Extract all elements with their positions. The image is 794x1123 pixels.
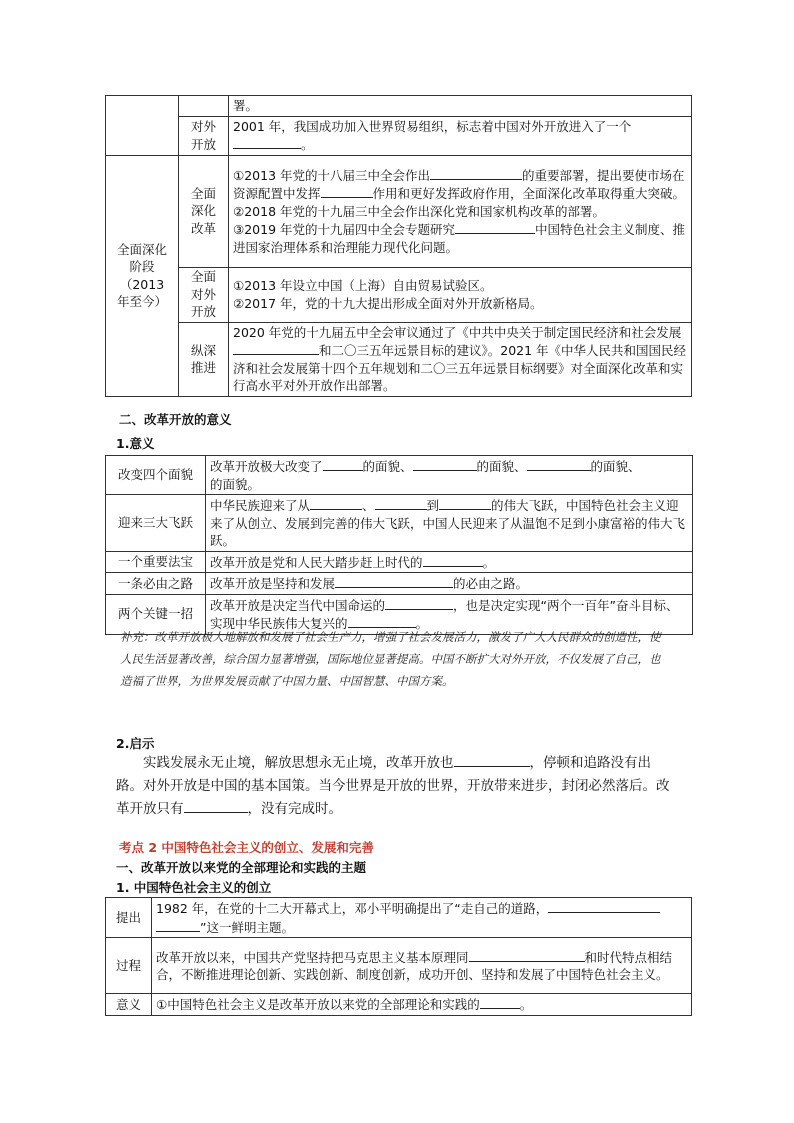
stage-cell-previous [106,96,179,156]
label-only-path: 一条必由之路 [106,573,206,595]
row-label-full-opening: 全面对外开放 [179,267,229,322]
row-text-full-opening: ①2013 年设立中国（上海）自由贸易试验区。 ②2017 年，党的十九大提出形成全面对外开放新格局。 [229,267,692,322]
text-significance: ①中国特色社会主义是改革开放以来党的全部理论和实践的 。 [152,994,692,1016]
label-four-changes: 改变四个面貌 [106,456,206,495]
row-label-opening: 对外开放 [179,116,229,155]
label-three-leaps: 迎来三大飞跃 [106,495,206,552]
row-text-deepen-reform: ①2013 年党的十八届三中全会作出 的重要部署，提出要使市场在资源配置中发挥 作用和更好发挥政府作用，全面深化改革取得重大突破。 ②2018 年党的十九届三中全会作出深化党和国家机构改革的部署。 ③2019 年党的十九届四中全会专题研究 中国特色社会主义制度、推进国家治理体系和治理能力现代化问题。 [229,155,692,267]
blank-field[interactable] [321,184,373,198]
text-four-changes: 改革开放极大改变了 的面貌、 的面貌、 的面貌、 的面貌。 [206,456,693,495]
row-label-deepen-reform: 全面深化改革 [179,155,229,267]
subheading-inspiration: 2.启示 [116,736,155,751]
blank-field[interactable] [233,135,301,149]
blank-field[interactable] [233,341,319,355]
row-text-continued: 署。 [229,96,692,117]
text-key-move: 改革开放是决定当代中国命运的 ，也是决定实现“两个一百年”奋斗目标、实现中华民族伟大复兴的 。 [206,594,693,634]
blank-field[interactable] [548,899,660,913]
blank-field[interactable] [430,166,522,180]
section-heading-significance: 二、改革开放的意义 [119,412,232,427]
text-process: 改革开放以来，中国共产党坚持把马克思主义基本原理同 和时代特点相结合，不断推进理论创新、实践创新、制度创新，成功开创、坚持和发展了中国特色社会主义。 [152,938,692,994]
label-key-move: 两个关键一招 [106,594,206,634]
label-proposed: 提出 [106,898,152,938]
blank-field[interactable] [469,948,585,962]
blank-field[interactable] [335,574,453,588]
blank-field[interactable] [527,457,591,471]
blank-field[interactable] [156,918,200,932]
reform-stage-table [105,95,692,397]
row-label-empty [179,96,229,117]
row-label-advance: 纵深推进 [179,322,229,396]
text-proposed: 1982 年，在党的十二大开幕式上，邓小平明确提出了“走自己的道路， ”这一鲜明主题。 [152,898,692,938]
section-heading-theme: 一、改革开放以来党的全部理论和实践的主题 [116,860,367,875]
label-process: 过程 [106,938,152,994]
founding-table [105,897,692,1016]
row-text-wto: 2001 年，我国成功加入世界贸易组织，标志着中国对外开放进入了一个。 [229,116,692,155]
blank-field[interactable] [385,596,453,610]
blank-field[interactable] [310,496,362,510]
subheading-significance: 1.意义 [116,436,155,451]
text-only-path: 改革开放是坚持和发展 的必由之路。 [206,573,693,595]
significance-table [105,455,693,635]
text-magic-weapon: 改革开放是党和人民大踏步赶上时代的 。 [206,551,693,573]
inspiration-paragraph: 实践发展永无止境，解放思想永无止境，改革开放也 ，停顿和追路没有出路。对外开放是中国的基本国策。当今世界是开放的世界，开放带来进步，封闭必然落后。改革开放只有 ，没有完成时。 [116,755,670,817]
blank-field[interactable] [480,995,520,1009]
blank-field[interactable] [455,220,535,234]
blank-field[interactable] [184,799,248,813]
blank-field[interactable] [423,553,483,567]
stage-label-deepening: 全面深化阶段（2013 年至今） [106,155,179,396]
subheading-founding: 1. 中国特色社会主义的创立 [116,880,272,895]
label-magic-weapon: 一个重要法宝 [106,551,206,573]
label-significance: 意义 [106,994,152,1016]
row-text-advance: 2020 年党的十九届五中全会审议通过了《中共中央关于制定国民经济和社会发展和二〇三五年远景目标的建议》。2021 年《中华人民共和国国民经济和社会发展第十四个五年规划和二〇三五年远景目标纲要》对全面深化改革和实行高水平对外开放作出部署。 [229,322,692,396]
text-three-leaps: 中华民族迎来了从 、 到 的伟大飞跃，中国特色社会主义迎来了从创立、发展到完善的伟大飞跃，中国人民迎来了从温饱不足到小康富裕的伟大飞跃。 [206,495,693,552]
blank-field[interactable] [323,457,363,471]
blank-field[interactable] [454,753,530,767]
blank-field[interactable] [375,496,427,510]
exam-point-heading: 考点 2 中国特色社会主义的创立、发展和完善 [119,840,374,855]
supplement-note: 补充：改革开放极大地解放和发展了社会生产力，增强了社会发展活力，激发了广大人民群众的创造性，使人民生活显著改善，综合国力显著增强，国际地位显著提高。中国不断扩大对外开放，不仅发展了自己，也造福了世界，为世界发展贡献了中国力量、中国智慧、中国方案。 [120,630,661,688]
blank-field[interactable] [439,496,491,510]
blank-field[interactable] [413,457,477,471]
